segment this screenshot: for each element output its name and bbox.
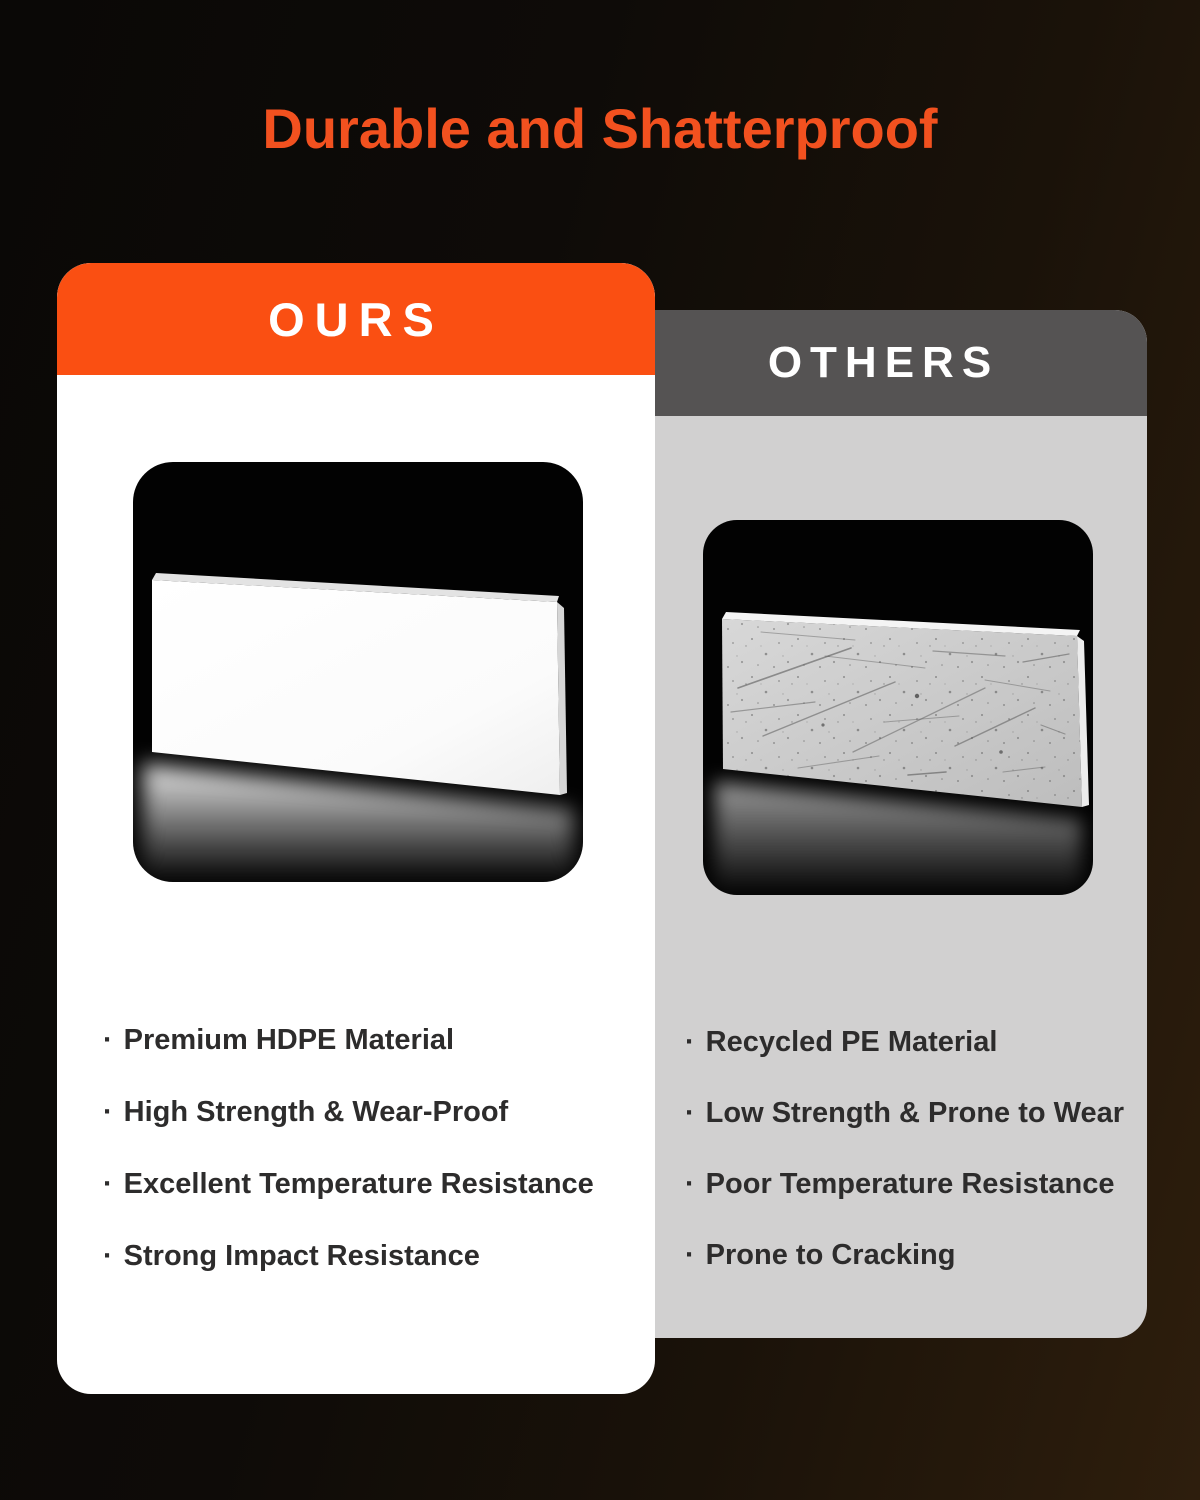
bullet-dot: · — [103, 1096, 113, 1128]
bullet-dot: · — [685, 1026, 695, 1058]
ours-label: OURS — [268, 292, 444, 346]
white-board-image — [133, 462, 583, 882]
bullet-dot: · — [685, 1239, 695, 1271]
feature-item — [685, 1238, 1124, 1272]
page-title: Durable and Shatterproof — [262, 97, 938, 160]
feature-item — [685, 1167, 1124, 1201]
feature-text: Premium HDPE Material — [123, 1024, 455, 1056]
others-label: OTHERS — [767, 338, 1000, 387]
feature-text: High Strength & Wear-Proof — [123, 1096, 509, 1128]
bullet-dot: · — [103, 1024, 113, 1056]
ours-product-tile — [133, 462, 583, 882]
scratched-board-image — [703, 520, 1093, 895]
ours-feature-list — [103, 1023, 594, 1273]
feature-text: Recycled PE Material — [705, 1026, 998, 1058]
bullet-dot: · — [103, 1168, 113, 1200]
feature-item — [103, 1239, 594, 1273]
feature-text: Strong Impact Resistance — [123, 1240, 480, 1272]
bullet-dot: · — [685, 1168, 695, 1200]
ours-card — [57, 263, 655, 1394]
feature-item — [103, 1095, 594, 1129]
others-product-tile — [703, 520, 1093, 895]
feature-item — [103, 1167, 594, 1201]
bullet-dot: · — [103, 1240, 113, 1272]
others-feature-list — [685, 1025, 1124, 1272]
feature-text: Prone to Cracking — [705, 1239, 956, 1271]
others-header — [620, 310, 1147, 416]
others-card — [620, 310, 1147, 1338]
bullet-dot: · — [685, 1097, 695, 1129]
ours-header — [57, 263, 655, 375]
feature-item — [685, 1025, 1124, 1059]
feature-item — [685, 1096, 1124, 1130]
feature-text: Poor Temperature Resistance — [705, 1168, 1115, 1200]
feature-item — [103, 1023, 594, 1057]
feature-text: Excellent Temperature Resistance — [123, 1168, 594, 1200]
feature-text: Low Strength & Prone to Wear — [705, 1097, 1125, 1129]
